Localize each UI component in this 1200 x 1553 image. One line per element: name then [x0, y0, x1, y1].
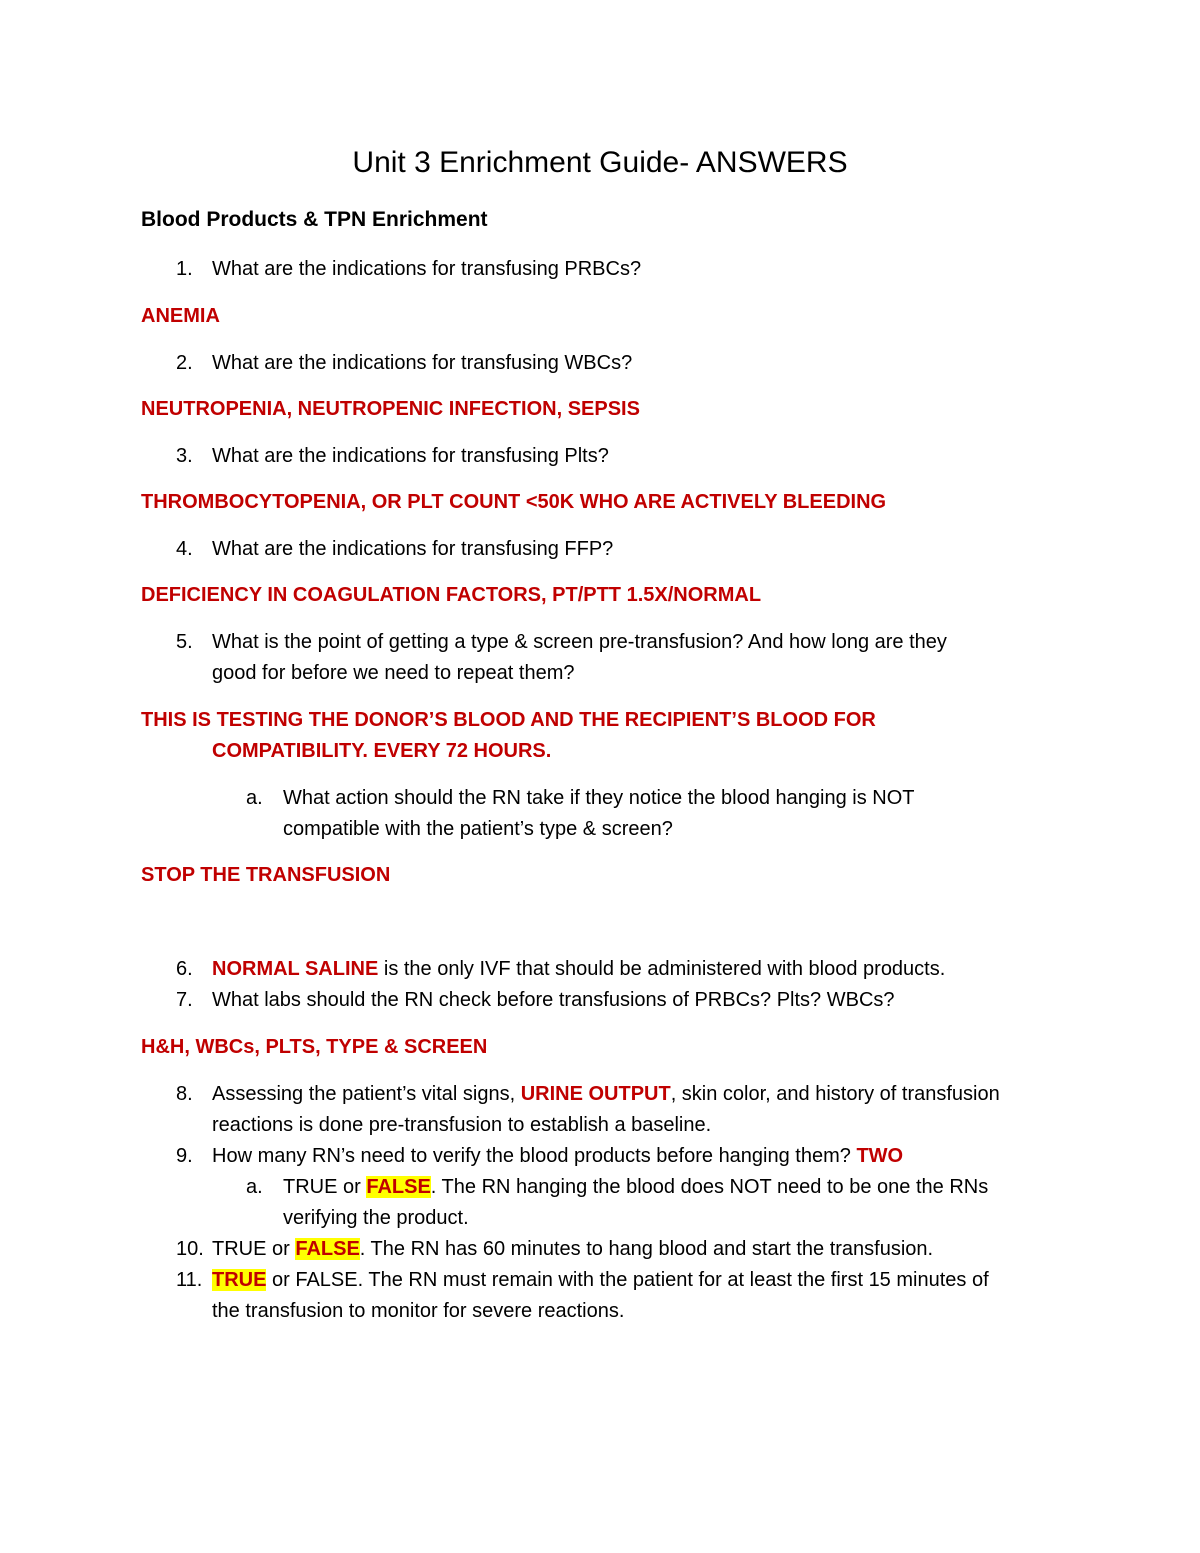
question-number: 6. — [176, 958, 193, 980]
question-number: 5. — [176, 631, 193, 653]
question-text: What labs should the RN check before transfusions of PRBCs? Plts? WBCs? — [212, 989, 895, 1011]
question-number: 9. — [176, 1145, 193, 1167]
question-text: What action should the RN take if they notice the blood hanging is NOT — [283, 787, 915, 809]
question-number: 3. — [176, 445, 193, 467]
question-number: 1. — [176, 258, 193, 280]
question-number: 2. — [176, 352, 193, 374]
question-number: 4. — [176, 538, 193, 560]
question-text — [283, 1172, 988, 1203]
question-number: 8. — [176, 1083, 193, 1105]
question-text-continued: reactions is done pre-transfusion to establish a baseline. — [212, 1114, 712, 1136]
question-text: What is the point of getting a type & screen pre-transfusion? And how long are they — [212, 631, 947, 653]
question-text-after: . The RN hanging the blood does NOT need to be one the RNs — [430, 1176, 989, 1198]
answer-1: ANEMIA — [141, 305, 220, 327]
question-number: 11. — [176, 1269, 203, 1291]
answer-3: THROMBOCYTOPENIA, OR PLT COUNT <50K WHO ARE ACTIVELY BLEEDING — [141, 491, 887, 513]
question-text: What are the indications for transfusing FFP? — [212, 538, 614, 560]
question-text: What are the indications for transfusing PRBCs? — [212, 258, 642, 280]
subquestion-letter: a. — [246, 787, 263, 809]
section-heading: Blood Products & TPN Enrichment — [141, 208, 488, 231]
question-text-continued: the transfusion to monitor for severe reactions. — [212, 1300, 625, 1322]
fill-in-answer: NORMAL SALINE — [212, 958, 379, 980]
page-title: Unit 3 Enrichment Guide- ANSWERS — [352, 146, 848, 179]
question-text-after: or FALSE. The RN must remain with the patient for at least the first 15 minutes of — [266, 1269, 989, 1291]
question-text-before: TRUE or — [212, 1238, 296, 1260]
answer-5a: STOP THE TRANSFUSION — [141, 864, 391, 886]
answer-5-continued: COMPATIBILITY. EVERY 72 HOURS. — [212, 740, 552, 762]
answer-2: NEUTROPENIA, NEUTROPENIC INFECTION, SEPSIS — [141, 398, 640, 420]
question-text-after: is the only IVF that should be administered with blood products. — [378, 958, 946, 980]
subquestion-letter: a. — [246, 1176, 263, 1198]
question-text-after: . The RN has 60 minutes to hang blood and start the transfusion. — [359, 1238, 934, 1260]
question-text-after: , skin color, and history of transfusion — [670, 1083, 1000, 1105]
question-text: What are the indications for transfusing Plts? — [212, 445, 609, 467]
answer-7: H&H, WBCs, PLTS, TYPE & SCREEN — [141, 1036, 488, 1058]
highlighted-answer: FALSE — [366, 1176, 431, 1198]
question-text-continued: verifying the product. — [283, 1207, 469, 1229]
question-text: What are the indications for transfusing WBCs? — [212, 352, 633, 374]
question-text — [212, 954, 945, 985]
highlighted-answer: TRUE — [212, 1269, 267, 1291]
question-text — [212, 1234, 933, 1265]
question-text — [212, 1141, 903, 1172]
highlighted-answer: FALSE — [295, 1238, 360, 1260]
question-text-before: Assessing the patient’s vital signs, — [212, 1083, 521, 1105]
question-text-continued: compatible with the patient’s type & screen? — [283, 818, 673, 840]
question-number: 10. — [176, 1238, 204, 1260]
question-text — [212, 1265, 989, 1296]
question-number: 7. — [176, 989, 193, 1011]
fill-in-answer: TWO — [856, 1145, 904, 1167]
question-text — [212, 1079, 1000, 1110]
question-text-before: How many RN’s need to verify the blood products before hanging them? — [212, 1145, 857, 1167]
fill-in-answer: URINE OUTPUT — [520, 1083, 671, 1105]
answer-5: THIS IS TESTING THE DONOR’S BLOOD AND THE RECIPIENT’S BLOOD FOR — [141, 709, 876, 731]
question-text-before: TRUE or — [283, 1176, 367, 1198]
answer-4: DEFICIENCY IN COAGULATION FACTORS, PT/PTT 1.5X/NORMAL — [141, 584, 762, 606]
question-text-continued: good for before we need to repeat them? — [212, 662, 575, 684]
